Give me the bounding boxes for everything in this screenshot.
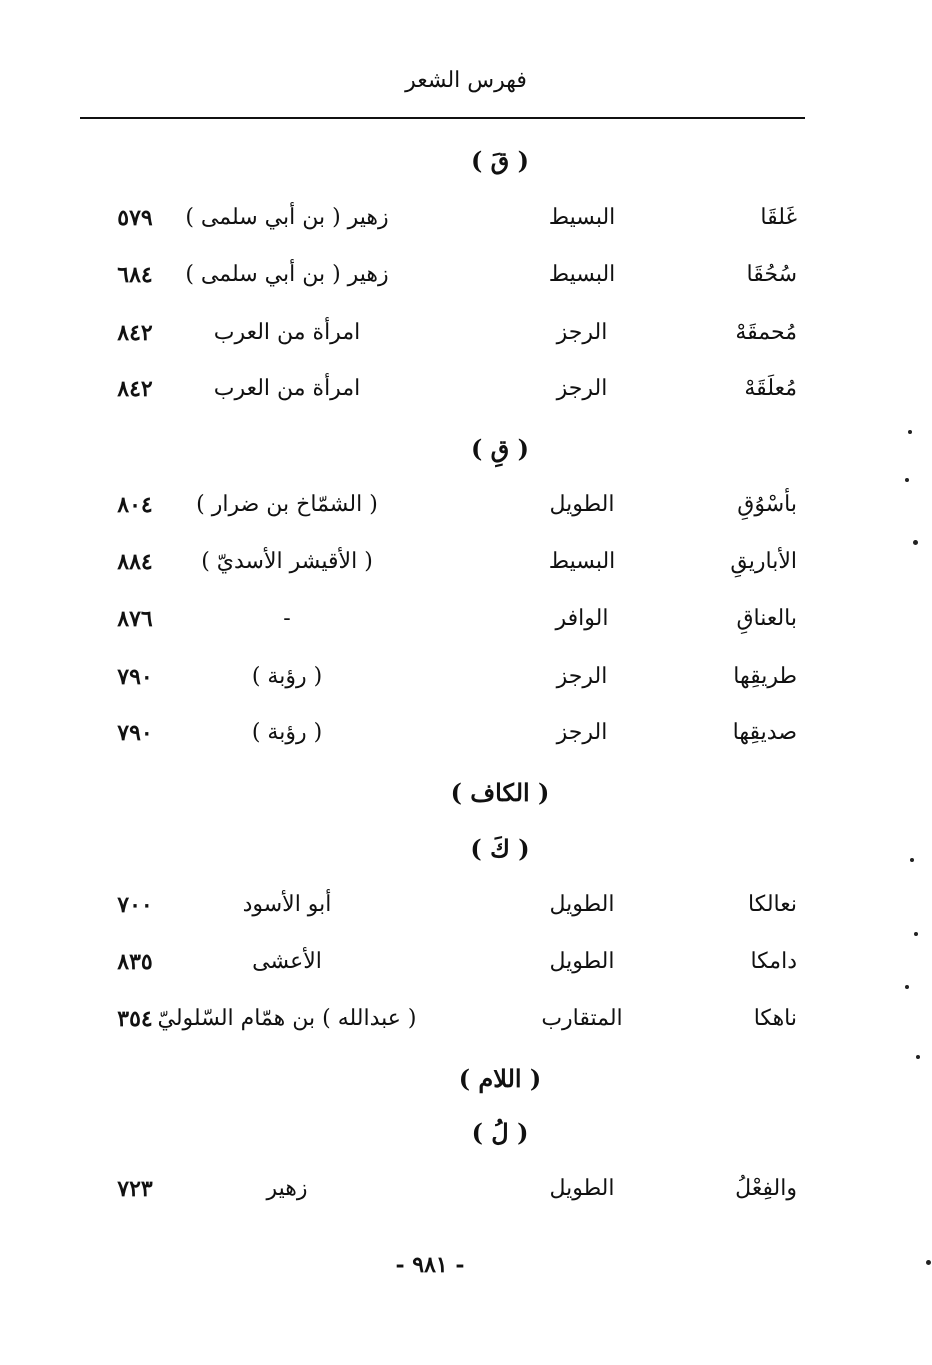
index-row bbox=[0, 664, 932, 704]
poet: أبو الأسود bbox=[242, 892, 332, 917]
page-ref: ٨٣٥ bbox=[117, 949, 153, 975]
rhyme-word: مُعلَقَهْ bbox=[744, 376, 797, 401]
index-row bbox=[0, 1176, 932, 1216]
poet: ( رؤبة ) bbox=[251, 664, 323, 689]
index-row bbox=[0, 949, 932, 989]
index-row bbox=[0, 1006, 932, 1046]
poet: ( عبدالله ) بن همّام السّلوليّ bbox=[157, 1006, 417, 1031]
poet: ( رؤبة ) bbox=[251, 720, 323, 745]
section-heading-lu: ( لُ ) bbox=[471, 1118, 529, 1147]
meter: الطويل bbox=[549, 492, 615, 517]
meter: الطويل bbox=[549, 1176, 615, 1201]
poet: زهير ( بن أبي سلمى ) bbox=[185, 205, 389, 230]
rhyme-word: بأسْوُقِ bbox=[737, 492, 797, 517]
section-heading-qa: ( قَ ) bbox=[470, 146, 530, 175]
rhyme-word: طريقِها bbox=[733, 664, 797, 689]
index-row bbox=[0, 262, 932, 302]
index-row bbox=[0, 892, 932, 932]
section-heading-qi: ( قِ ) bbox=[470, 434, 530, 463]
index-row bbox=[0, 720, 932, 760]
poet: - bbox=[283, 606, 291, 631]
poet: زهير bbox=[266, 1176, 308, 1201]
meter: الرجز bbox=[556, 320, 608, 345]
meter: الطويل bbox=[549, 949, 615, 974]
index-row bbox=[0, 606, 932, 646]
header-rule bbox=[80, 117, 805, 119]
poet: الأعشى bbox=[252, 949, 322, 974]
page-ref: ٧٩٠ bbox=[117, 664, 153, 690]
page-header-title: فهرس الشعر bbox=[405, 68, 527, 93]
page-number: - ٩٨١ - bbox=[395, 1252, 465, 1278]
page-ref: ٨٤٢ bbox=[117, 320, 153, 346]
page-ref: ٨٤٢ bbox=[117, 376, 153, 402]
rhyme-word: صديقِها bbox=[732, 720, 797, 745]
scan-speck bbox=[926, 1260, 931, 1265]
scan-speck bbox=[905, 985, 909, 989]
rhyme-word: مُحمقَهْ bbox=[735, 320, 797, 345]
index-row bbox=[0, 205, 932, 245]
index-row bbox=[0, 492, 932, 532]
index-row bbox=[0, 549, 932, 589]
meter: البسيط bbox=[548, 262, 616, 287]
page-ref: ٧٢٣ bbox=[117, 1176, 153, 1202]
meter: الرجز bbox=[556, 376, 608, 401]
rhyme-word: الأباريقِ bbox=[730, 549, 797, 574]
page-ref: ٧٩٠ bbox=[117, 720, 153, 746]
poet: زهير ( بن أبي سلمى ) bbox=[185, 262, 389, 287]
index-row bbox=[0, 320, 932, 360]
poet: ( الأقيشر الأسديّ ) bbox=[201, 549, 373, 574]
rhyme-word: سُحُقَا bbox=[746, 262, 797, 287]
meter: البسيط bbox=[548, 205, 616, 230]
poet: امرأة من العرب bbox=[213, 320, 361, 345]
meter: الرجز bbox=[556, 720, 608, 745]
meter: الرجز bbox=[556, 664, 608, 689]
scan-speck bbox=[910, 858, 914, 862]
scan-speck bbox=[913, 540, 918, 545]
rhyme-word: بالعناقِ bbox=[736, 606, 797, 631]
meter: البسيط bbox=[548, 549, 616, 574]
rhyme-word: ناهكا bbox=[753, 1006, 797, 1031]
page-ref: ٨٨٤ bbox=[117, 549, 153, 575]
page-ref: ٥٧٩ bbox=[117, 205, 153, 231]
page-ref: ٧٠٠ bbox=[117, 892, 153, 918]
poet: امرأة من العرب bbox=[213, 376, 361, 401]
poet: ( الشمّاخ بن ضرار ) bbox=[196, 492, 378, 517]
rhyme-word: دامكا bbox=[750, 949, 797, 974]
scan-speck bbox=[905, 478, 909, 482]
letter-title-lam: ( اللام ) bbox=[458, 1064, 542, 1093]
rhyme-word: نعالكا bbox=[748, 892, 797, 917]
page-ref: ٣٥٤ bbox=[117, 1006, 153, 1032]
letter-title-kaf: ( الكاف ) bbox=[450, 778, 550, 807]
page-ref: ٦٨٤ bbox=[117, 262, 153, 288]
rhyme-word: غَلقَا bbox=[760, 205, 797, 230]
page-ref: ٨٠٤ bbox=[117, 492, 153, 518]
rhyme-word: والفِعْلُ bbox=[735, 1176, 797, 1201]
index-row bbox=[0, 376, 932, 416]
page-ref: ٨٧٦ bbox=[117, 606, 153, 632]
section-heading-ka: ( كَ ) bbox=[470, 834, 530, 863]
scan-speck bbox=[908, 430, 912, 434]
meter: المتقارب bbox=[541, 1006, 623, 1031]
meter: الوافر bbox=[555, 606, 609, 631]
scan-speck bbox=[916, 1055, 920, 1059]
scan-speck bbox=[914, 932, 918, 936]
meter: الطويل bbox=[549, 892, 615, 917]
